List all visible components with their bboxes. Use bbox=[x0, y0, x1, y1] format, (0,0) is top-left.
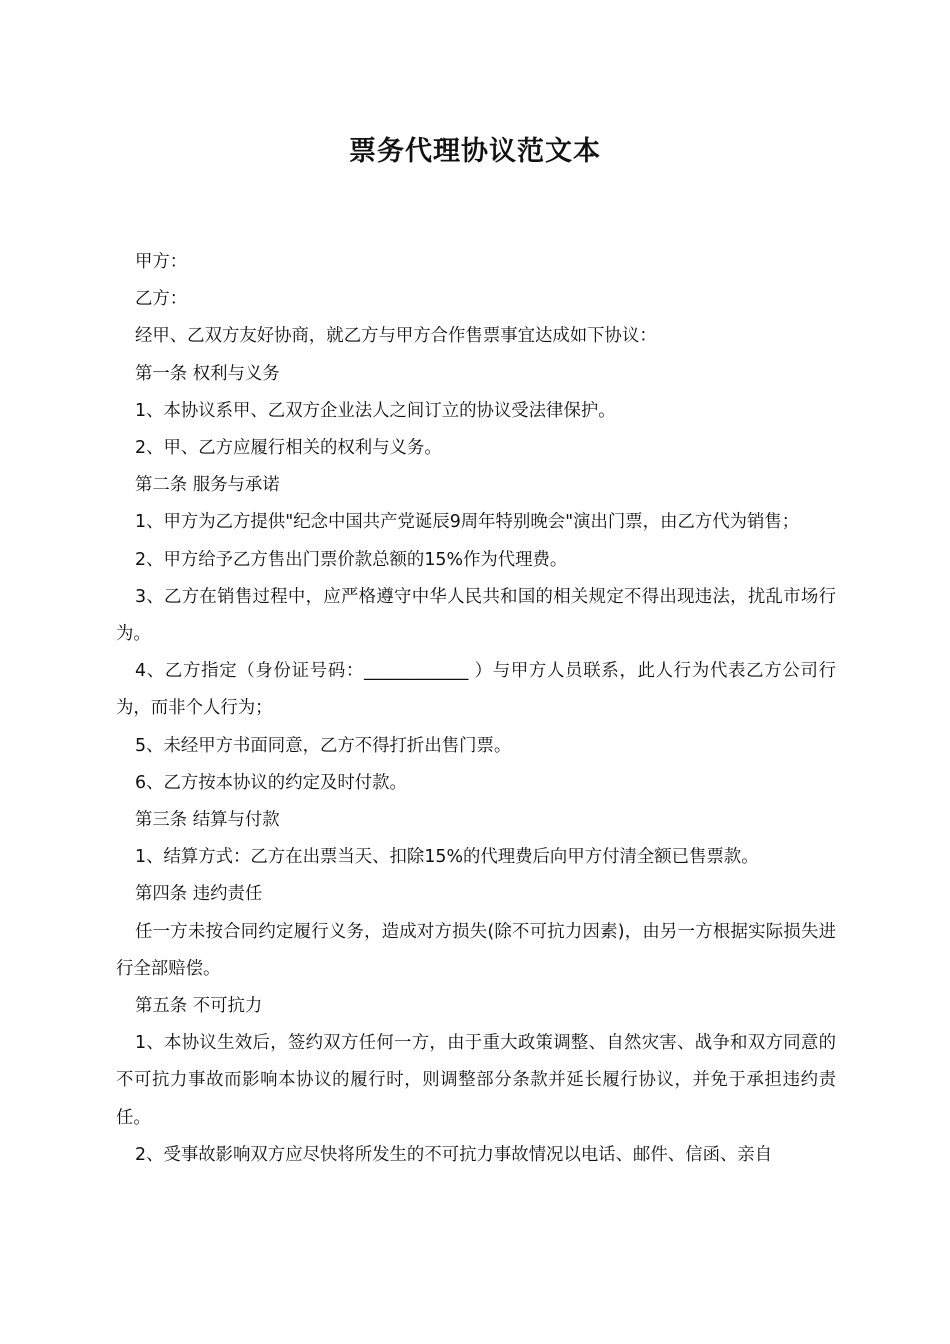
article-4-body: 任一方未按合同约定履行义务，造成对方损失(除不可抗力因素)，由另一方根据实际损失进行全部赔偿。 bbox=[116, 921, 836, 979]
party-b-line: 乙方： bbox=[135, 289, 188, 310]
article-2-clause-6: 6、乙方按本协议的约定及时付款。 bbox=[135, 772, 407, 793]
article-1-clause-2: 2、甲、乙方应履行相关的权利与义务。 bbox=[135, 438, 442, 459]
article-3-heading: 第三条 结算与付款 bbox=[135, 810, 280, 831]
document-body bbox=[116, 244, 836, 1174]
article-2-clause-3: 3、乙方在销售过程中，应严格遵守中华人民共和国的相关规定不得出现违法，扰乱市场行为。 bbox=[116, 586, 836, 645]
article-2-clause-5: 5、未经甲方书面同意，乙方不得打折出售门票。 bbox=[135, 735, 512, 756]
article-4-heading: 第四条 违约责任 bbox=[135, 884, 263, 905]
article-2-clause-4: 4、乙方指定（身份证号码：____________ ）与甲方人员联系，此人行为代表乙方公司行为，而非个人行为； bbox=[116, 661, 836, 719]
article-2-heading: 第二条 服务与承诺 bbox=[135, 475, 280, 496]
preamble: 经甲、乙双方友好协商，就乙方与甲方合作售票事宜达成如下协议： bbox=[135, 326, 657, 347]
party-a-line: 甲方： bbox=[135, 252, 188, 272]
article-5-heading: 第五条 不可抗力 bbox=[135, 996, 263, 1017]
article-2-clause-1: 1、甲方为乙方提供"纪念中国共产党诞辰9周年特别晚会"演出门票，由乙方代为销售； bbox=[135, 512, 800, 533]
article-3-clause-1: 1、结算方式：乙方在出票当天、扣除15%的代理费后向甲方付清全额已售票款。 bbox=[135, 847, 759, 868]
article-1-clause-1: 1、本协议系甲、乙双方企业法人之间订立的协议受法律保护。 bbox=[135, 400, 616, 421]
article-2-clause-2: 2、甲方给予乙方售出门票价款总额的15%作为代理费。 bbox=[135, 549, 568, 570]
article-5-clause-2: 2、受事故影响双方应尽快将所发生的不可抗力事故情况以电话、邮件、信函、亲自 bbox=[135, 1144, 773, 1165]
article-1-heading: 第一条 权利与义务 bbox=[135, 363, 280, 384]
document-title: 票务代理协议范文本 bbox=[349, 136, 601, 167]
article-5-clause-1: 1、本协议生效后，签约双方任何一方，由于重大政策调整、自然灾害、战争和双方同意的不可抗力事故而影响本协议的履行时，则调整部分条款并延长履行协议，并免于承担违约责任。 bbox=[116, 1033, 836, 1128]
